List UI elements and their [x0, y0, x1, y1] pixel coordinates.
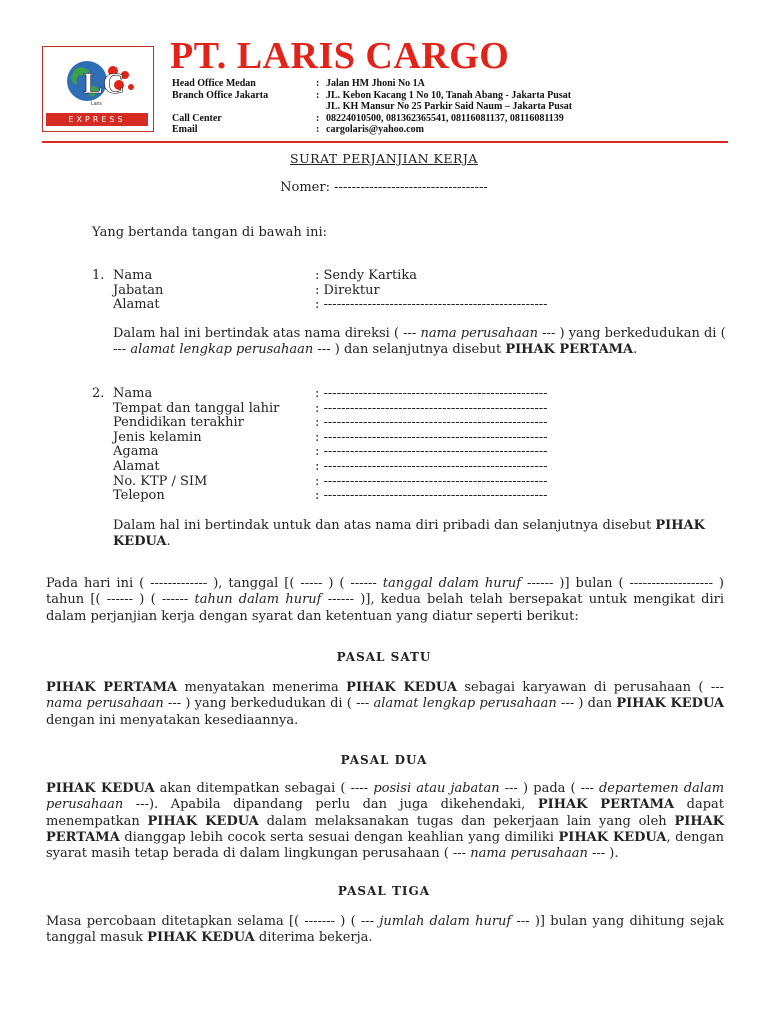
- info-sep: :: [316, 124, 320, 135]
- italic-run: departemen dalam perusahaan: [46, 781, 725, 813]
- info-sep: :: [316, 78, 320, 89]
- text-run: dengan ini menyatakan kesediaannya.: [46, 712, 299, 728]
- field-row: [113, 401, 548, 416]
- field-label: Alamat: [113, 297, 160, 313]
- text-run: Dalam hal ini bertindak atas nama direksi ( ---: [113, 326, 421, 341]
- field-value: : Direktur: [315, 282, 380, 298]
- info-label: Branch Office Jakarta: [172, 89, 269, 101]
- agreement-paragraph: [46, 576, 724, 625]
- field-row: [113, 268, 548, 283]
- field-label: Agama: [113, 444, 159, 460]
- text-run: akan ditempatkan sebagai ( ----: [154, 781, 374, 796]
- field-label: Nama: [113, 268, 153, 283]
- field-value: : ---------------------------------------------------: [315, 429, 548, 445]
- text-run: Masa percobaan ditetapkan selama [( ------- ) ( ---: [46, 914, 380, 929]
- info-value: JL. KH Mansur No 25 Parkir Said Naum – Jakarta Pusat: [326, 101, 573, 112]
- italic-run: alamat lengkap perusahaan: [130, 342, 314, 358]
- info-sep: :: [316, 89, 320, 101]
- pasal-1-body: [46, 680, 724, 729]
- document-number: Nomer: -----------------------------------: [280, 180, 488, 195]
- text-run: .: [633, 342, 638, 358]
- pasal-3-heading: PASAL TIGA: [337, 884, 431, 898]
- letterhead-info: [172, 78, 572, 136]
- text-run: Pada hari ini ( ------------- ), tanggal [( ----- ) ( ------: [46, 576, 383, 591]
- text-run: --- ) yang berkedudukan di ( ---: [163, 696, 374, 712]
- party2-fields: [113, 386, 548, 503]
- bold-run: PIHAK KEDUA: [147, 930, 255, 946]
- bold-run: PIHAK PERTAMA: [46, 680, 178, 695]
- text-run: Dalam hal ini bertindak untuk dan atas nama diri pribadi dan selanjutnya disebut: [113, 518, 656, 533]
- pasal-2-body: [46, 781, 724, 862]
- bold-run: PIHAK KEDUA: [346, 680, 457, 695]
- info-row: [172, 90, 572, 102]
- field-value: : ---------------------------------------------------: [315, 458, 548, 474]
- text-run: ------ )] bulan ( ------------------- ) tahun [( ------ ) ( ------: [46, 576, 725, 608]
- field-label: No. KTP / SIM: [113, 473, 208, 489]
- field-value: : ---------------------------------------------------: [315, 488, 548, 504]
- document-title: SURAT PERJANJIAN KERJA: [290, 151, 478, 166]
- text-run: --- ).: [587, 846, 619, 862]
- bold-run: PIHAK KEDUA: [616, 696, 724, 712]
- text-run: .: [166, 534, 171, 550]
- info-value: Jalan HM Jhoni No 1A: [326, 78, 425, 89]
- text-run: ------ )], kedua belah telah bersepakat untuk mengikat diri dalam perjanjian kerja dengan syarat dan ketentuan yang diatur seperti berikut:: [46, 592, 724, 624]
- party1-number: 1.: [92, 268, 105, 283]
- field-value: : Sendy Kartika: [315, 268, 417, 283]
- field-value: : ---------------------------------------------------: [315, 386, 548, 401]
- text-run: dalam melaksanakan tugas dan pekerjaan lain yang oleh: [258, 813, 675, 829]
- bold-run: PIHAK KEDUA: [147, 813, 259, 829]
- text-run: , dengan syarat masih tetap berada di dalam lingkungan perusahaan ( ---: [46, 829, 724, 862]
- field-row: [113, 459, 548, 474]
- bold-run: PIHAK PERTAMA: [537, 797, 675, 813]
- bold-run: PIHAK PERTAMA: [46, 813, 724, 845]
- text-run: ---). Apabila dipandang perlu dan juga dikehendaki,: [123, 797, 538, 813]
- party2-description: [113, 518, 727, 551]
- field-label: Nama: [113, 386, 153, 401]
- italic-run: nama perusahaan: [46, 696, 164, 712]
- field-label: Jabatan: [113, 282, 164, 298]
- text-run: sebagai karyawan di perusahaan ( ---: [456, 680, 724, 695]
- info-label: Call Center: [172, 112, 222, 124]
- bold-run: PIHAK KEDUA: [558, 829, 667, 845]
- info-label: Email: [172, 124, 198, 135]
- info-value: 08224010500, 081362365541, 08116081137, 08116081139: [326, 112, 564, 124]
- info-row: [172, 78, 572, 90]
- info-row: [172, 113, 572, 125]
- field-row: [113, 430, 548, 445]
- intro-text: Yang bertanda tangan di bawah ini:: [92, 225, 327, 240]
- field-row: [113, 444, 548, 459]
- logo-small-text: Laris: [91, 101, 102, 107]
- field-value: : ---------------------------------------------------: [315, 415, 548, 431]
- info-row: [172, 101, 572, 113]
- field-row: [113, 386, 548, 401]
- text-run: --- ) dan: [556, 696, 617, 712]
- field-row: [113, 283, 548, 298]
- info-sep: [316, 101, 326, 113]
- field-label: Jenis kelamin: [113, 429, 202, 445]
- field-value: : ---------------------------------------------------: [315, 473, 548, 489]
- pasal-1-heading: PASAL SATU: [336, 650, 432, 664]
- party1-description: [113, 326, 727, 359]
- info-value: JL. Kebon Kacang 1 No 10, Tanah Abang - Jakarta Pusat: [326, 89, 572, 101]
- field-value: : ---------------------------------------------------: [315, 400, 548, 416]
- italic-run: nama perusahaan: [470, 846, 588, 862]
- letterhead-divider: [42, 141, 728, 143]
- info-label: Head Office Medan: [172, 78, 256, 89]
- field-value: : ---------------------------------------------------: [315, 444, 548, 460]
- logo-letters: LC: [83, 67, 125, 100]
- info-value: cargolaris@yahoo.com: [326, 124, 424, 135]
- italic-run: posisi atau jabatan: [373, 781, 500, 796]
- text-run: --- ) dan selanjutnya disebut: [313, 342, 506, 358]
- text-run: --- )] bulan yang dihitung sejak tanggal masuk: [46, 914, 724, 946]
- field-row: [113, 474, 548, 489]
- field-value: : ---------------------------------------------------: [315, 297, 548, 313]
- pasal-3-body: [46, 914, 724, 947]
- field-label: Pendidikan terakhir: [113, 415, 244, 431]
- text-run: dapat menempatkan: [46, 797, 724, 829]
- italic-run: jumlah dalam huruf: [379, 914, 512, 929]
- info-label: [172, 101, 316, 113]
- italic-run: alamat lengkap perusahaan: [373, 696, 557, 712]
- italic-run: tanggal dalam huruf: [382, 576, 522, 591]
- field-label: Telepon: [113, 488, 165, 504]
- field-row: [113, 415, 548, 430]
- field-row: [113, 488, 548, 503]
- italic-run: tahun dalam huruf: [194, 592, 322, 608]
- party1-fields: [113, 268, 548, 312]
- field-label: Tempat dan tanggal lahir: [113, 400, 280, 416]
- text-run: dianggap lebih cocok serta sesuai dengan keahlian yang dimiliki: [119, 829, 559, 845]
- bold-run: PIHAK KEDUA: [113, 518, 705, 550]
- info-sep: :: [316, 112, 320, 124]
- pasal-2-heading: PASAL DUA: [340, 753, 428, 767]
- bold-run: PIHAK KEDUA: [46, 781, 155, 796]
- text-run: diterima bekerja.: [254, 930, 373, 946]
- globe-logo-icon: [49, 53, 145, 109]
- company-logo: [42, 46, 154, 132]
- logo-band: EXPRESS: [46, 113, 148, 126]
- bold-run: PIHAK PERTAMA: [505, 342, 634, 358]
- company-name: PT. LARIS CARGO: [170, 35, 510, 77]
- field-label: Alamat: [113, 458, 160, 474]
- italic-run: nama perusahaan: [420, 326, 539, 341]
- party2-number: 2.: [92, 386, 105, 401]
- field-row: [113, 297, 548, 312]
- text-run: --- ) pada ( ---: [499, 781, 599, 796]
- info-row: [172, 124, 572, 136]
- text-run: menyatakan menerima: [177, 680, 347, 695]
- text-run: --- ) yang berkedudukan di ( ---: [113, 326, 726, 358]
